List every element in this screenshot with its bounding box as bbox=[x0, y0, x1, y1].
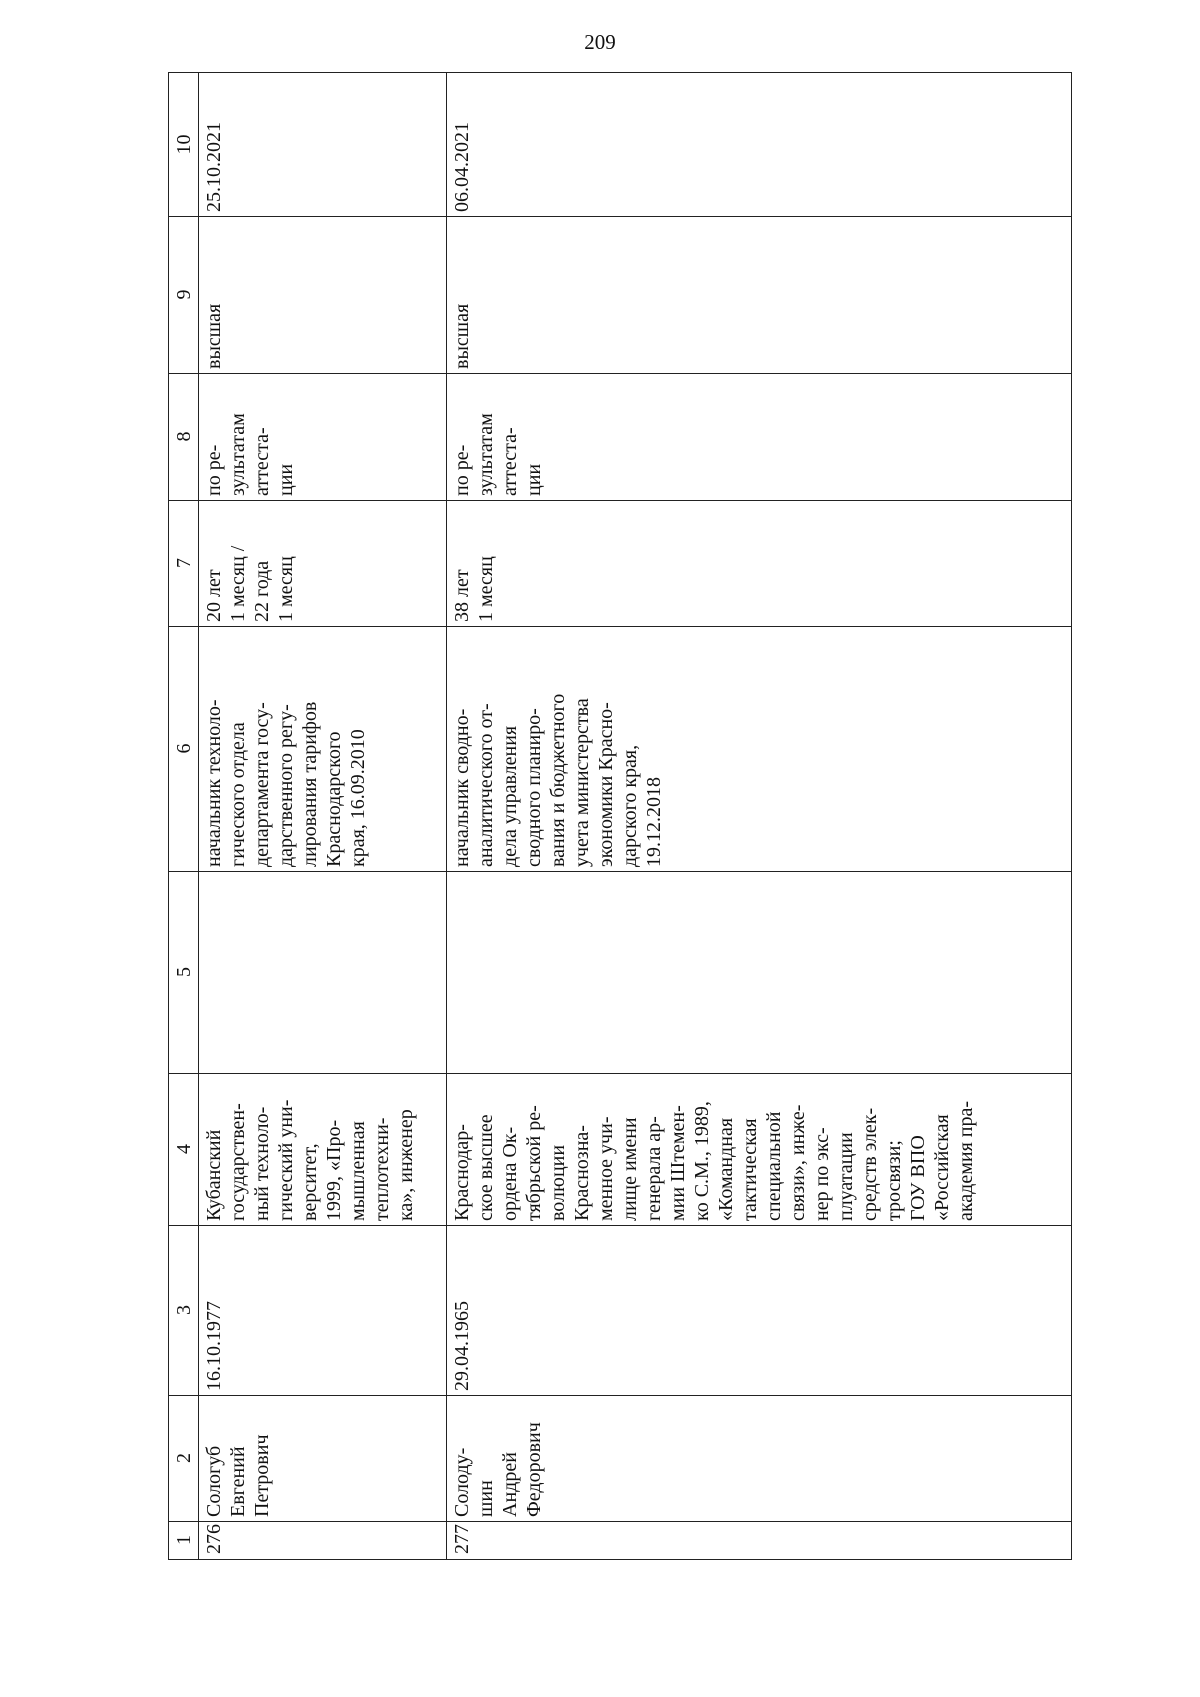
column-header-7: 7 bbox=[173, 558, 195, 568]
row-277-birth-date: 29.04.1965 bbox=[451, 1301, 473, 1391]
column-header-1: 1 bbox=[173, 1535, 195, 1545]
row-277-number: 277 bbox=[451, 1524, 473, 1554]
row-276-experience: 20 лет 1 месяц / 22 года 1 месяц bbox=[203, 545, 297, 622]
row-277-col5 bbox=[448, 871, 1068, 1073]
row-277-name: Солоду- шин Андрей Федорович bbox=[451, 1422, 545, 1517]
rotated-table bbox=[168, 72, 1072, 1560]
row-277-basis: по ре- зультатам аттеста- ции bbox=[451, 413, 545, 496]
row-277-date: 06.04.2021 bbox=[451, 122, 473, 212]
row-276-education: Кубанский государствен- ный техноло- гический уни- верситет, 1999, «Про- мышленная теплотехни- ка», инженер bbox=[203, 1099, 417, 1221]
column-header-3: 3 bbox=[173, 1305, 195, 1315]
row-276-basis: по ре- зультатам аттеста- ции bbox=[203, 413, 297, 496]
column-header-4: 4 bbox=[173, 1144, 195, 1154]
row-276-birth-date: 16.10.1977 bbox=[203, 1301, 225, 1391]
row-277-position: начальник сводно- аналитического от- дела управления сводного планиро- вания и бюджетного учета министерства экономики Красно- дарского края, 19.12.2018 bbox=[451, 693, 665, 867]
header-row-divider bbox=[198, 73, 199, 1559]
row-277-experience: 38 лет 1 месяц bbox=[451, 556, 497, 622]
row-277-category: высшая bbox=[451, 303, 473, 369]
column-header-8: 8 bbox=[173, 431, 195, 442]
row-276-category: высшая bbox=[203, 303, 225, 369]
column-header-5: 5 bbox=[173, 967, 195, 977]
row-277-education: Краснодар- ское высшее ордена Ок- тябрьской ре- волюции Краснозна- менное учи- лище имени генерала ар- мии Штемен- ко С.М., 1989, «Командная тактическая специальной связи», инже- нер по экс- плуатации средств элек- тросвязи; ГОУ ВПО «Российская академия пра- bbox=[451, 1100, 977, 1221]
column-header-10: 10 bbox=[173, 134, 195, 155]
column-header-2: 2 bbox=[173, 1453, 195, 1463]
row-276-col5 bbox=[200, 871, 445, 1073]
row-276-position: начальник техноло- гического отдела департамента госу- дарственного регу- лирования тарифов Краснодарского края, 16.09.2010 bbox=[203, 699, 369, 867]
row-276-name: Сологуб Евгений Петрович bbox=[203, 1434, 273, 1517]
column-header-9: 9 bbox=[173, 289, 195, 300]
page-number: 209 bbox=[584, 30, 616, 54]
row-276-date: 25.10.2021 bbox=[203, 122, 225, 212]
row-divider bbox=[446, 73, 447, 1559]
column-header-6: 6 bbox=[173, 743, 195, 754]
row-276-number: 276 bbox=[203, 1524, 225, 1554]
